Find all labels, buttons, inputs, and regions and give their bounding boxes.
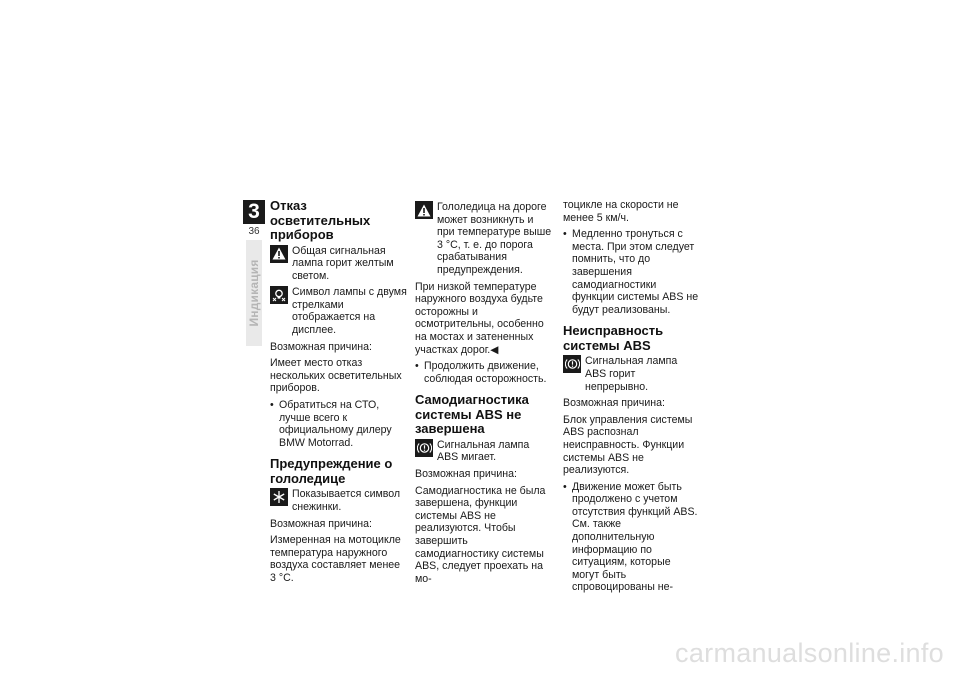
- chapter-number: 3: [243, 200, 265, 224]
- cause-label: Возможная причина:: [270, 517, 372, 530]
- abs-icon: [415, 439, 433, 457]
- bullet: •: [270, 399, 274, 412]
- abs-icon: [563, 355, 581, 373]
- list-item: [563, 228, 700, 316]
- bullet-text: Медленно тронуться с места. При этом следует помнить, что до завершения самодиагностики функции системы ABS не будут реализованы.: [572, 228, 699, 316]
- bullet-text: Продолжить движение, соблюдая осторожность.: [424, 360, 547, 385]
- indicator-row: [563, 355, 700, 393]
- section-heading-abs-fault: Неисправность системы ABS: [563, 323, 664, 353]
- list-item: [415, 360, 552, 385]
- column-3: [563, 199, 700, 598]
- indicator-text: Сигнальная лампа ABS мигает.: [437, 438, 530, 464]
- indicator-text: Показывается символ снежинки.: [292, 488, 401, 513]
- cause-label: Возможная причина:: [563, 397, 665, 410]
- chapter-title: Индикация: [247, 259, 261, 327]
- section-heading-abs-selfdiag: Самодиагностика системы ABS не завершена: [415, 392, 529, 437]
- body-paragraph: [415, 281, 552, 357]
- column-2: [415, 199, 552, 589]
- indicator-row: [415, 439, 552, 464]
- body-text: При низкой температуре наружного воздуха будьте осторожны и осмотрительны, особенно на мостах и затененных участках дорог.: [415, 280, 544, 356]
- warning-text: Гололедица на дороге может возникнуть и при температуре выше 3 °C, т. е. до порога срабатывания предупреждения.: [437, 201, 552, 276]
- warning-triangle-icon: [415, 201, 433, 219]
- cause-text: Имеет место отказ нескольких осветительных приборов.: [270, 357, 402, 395]
- bullet: •: [415, 360, 419, 373]
- section-heading-lights-failure: Отказ осветительных приборов: [270, 198, 371, 242]
- bullet-text: Движение может быть продолжено с учетом отсутствия функций ABS. См. также дополнительную информацию по ситуациям, которые могут быть спровоцированы не-: [572, 480, 698, 594]
- warning-row: [415, 201, 552, 277]
- cause-label: Возможная причина:: [415, 468, 517, 480]
- indicator-text: Символ лампы с двумя стрелками отображается на дисплее.: [292, 286, 407, 337]
- end-mark: ◀: [490, 343, 499, 356]
- indicator-text: Сигнальная лампа ABS горит непрерывно.: [585, 355, 678, 393]
- cause-label: Возможная причина:: [270, 340, 372, 353]
- indicator-row: [270, 286, 407, 336]
- indicator-row: [270, 488, 407, 513]
- watermark: carmanualsonline.info: [675, 638, 944, 668]
- cause-text: Измеренная на мотоцикле температура наружного воздуха составляет менее 3 °C.: [270, 534, 401, 584]
- page-number: 36: [248, 226, 260, 237]
- continued-text: тоцикле на скорости не менее 5 км/ч.: [563, 199, 679, 224]
- section-heading-ice-warning: Предупреждение о гололедице: [270, 456, 393, 486]
- warning-triangle-icon: [270, 245, 288, 263]
- indicator-text: Общая сигнальная лампа горит желтым светом.: [292, 244, 394, 282]
- cause-text: Самодиагностика не была завершена, функции системы ABS не реализуются. Чтобы завершить самодиагностику системы ABS, следует проехать на мо-: [415, 484, 546, 585]
- bullet: •: [563, 480, 567, 493]
- snowflake-icon: [270, 488, 288, 506]
- lamp-arrows-icon: [270, 286, 288, 304]
- column-1: [270, 199, 407, 589]
- bullet: •: [563, 228, 567, 241]
- cause-text: Блок управления системы ABS распознал неисправность. Функции системы ABS не реализуются.: [563, 413, 693, 477]
- bullet-text: Обратиться на СТО, лучше всего к официальному дилеру BMW Motorrad.: [279, 399, 392, 449]
- list-item: [563, 481, 700, 594]
- list-item: [270, 399, 407, 449]
- indicator-row: [270, 245, 407, 283]
